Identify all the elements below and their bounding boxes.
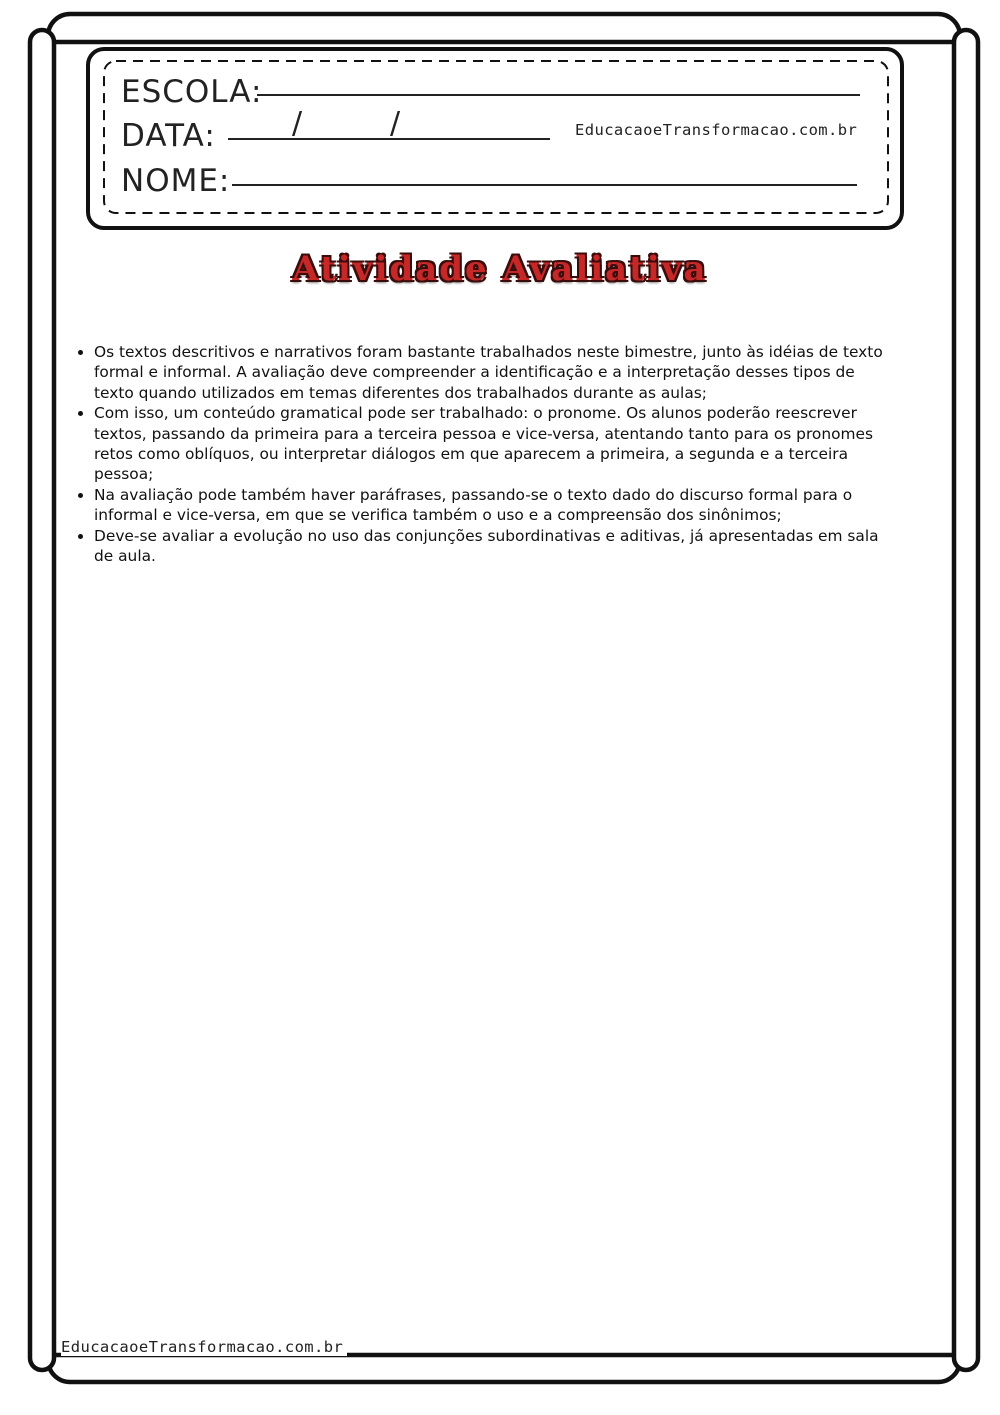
date-separator-1: / — [292, 106, 303, 141]
page-title: Atividade Avaliativa — [292, 249, 708, 289]
footer-website: EducacaoeTransformacao.com.br — [61, 1338, 347, 1356]
date-label: DATA: — [121, 118, 216, 154]
list-item: • Deve-se avaliar a evolução no uso das conjunções subordinativas e aditivas, já apresentadas em sala de aula. — [94, 526, 894, 567]
evaluation-list — [74, 342, 894, 566]
date-separator-2: / — [390, 106, 401, 141]
header-website: EducacaoeTransformacao.com.br — [575, 121, 858, 139]
list-item: • Na avaliação pode também haver paráfrases, passando-se o texto dado do discurso formal para o informal e vice-versa, em que se verifica também o uso e a compreensão dos sinônimos; — [94, 485, 894, 526]
list-item: • Com isso, um conteúdo gramatical pode ser trabalhado: o pronome. Os alunos poderão reescrever textos, passando da primeira para a terceira pessoa e vice-versa, atentando tanto para os pronomes retos como oblíquos, ou interpretar diálogos em que aparecem a primeira, a segunda e a terceira pessoa; — [94, 403, 894, 485]
school-label: ESCOLA: — [121, 74, 263, 110]
name-label: NOME: — [121, 163, 231, 199]
list-item: • Os textos descritivos e narrativos foram bastante trabalhados neste bimestre, junto às idéias de texto formal e informal. A avaliação deve compreender a identificação e a interpretação desses tipos de texto quando utilizados em temas diferentes dos trabalhados durante as aulas; — [94, 342, 894, 403]
